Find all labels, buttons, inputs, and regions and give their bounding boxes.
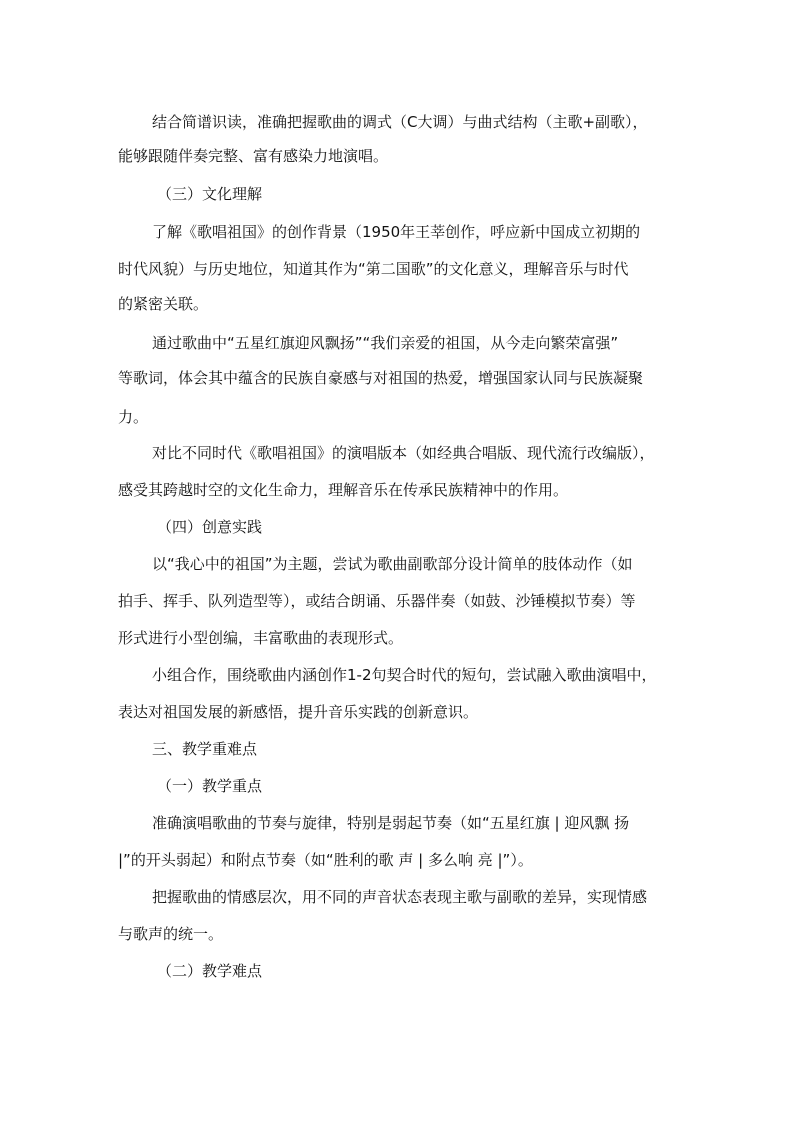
paragraph-line: 了解《歌唱祖国》的创作背景（1950年王莘创作，呼应新中国成立初期的 (152, 223, 641, 241)
subsection-heading-teaching-difficulty: （二）教学难点 (157, 962, 263, 980)
paragraph-line: 表达对祖国发展的新感悟，提升音乐实践的创新意识。 (118, 703, 479, 721)
paragraph-line: 通过歌曲中“五星红旗迎风飘扬”“我们亲爱的祖国，从今走向繁荣富强” (152, 334, 619, 352)
paragraph-line: 以“我心中的祖国”为主题，尝试为歌曲副歌部分设计简单的肢体动作（如 (152, 555, 633, 573)
section-heading-teaching-key-points: 三、教学重难点 (152, 740, 258, 758)
paragraph-line: 能够跟随伴奏完整、富有感染力地演唱。 (118, 147, 389, 165)
paragraph-line: 准确演唱歌曲的节奏与旋律，特别是弱起节奏（如“五星红旗 | 迎风飘 扬 (152, 814, 630, 832)
paragraph-line: 的紧密关联。 (118, 295, 209, 313)
paragraph-line: 拍手、挥手、队列造型等），或结合朗诵、乐器伴奏（如鼓、沙锤模拟节奏）等 (118, 592, 636, 610)
section-heading-creative-practice: （四）创意实践 (157, 518, 263, 536)
paragraph-line: 等歌词，体会其中蕴含的民族自豪感与对祖国的热爱，增强国家认同与民族凝聚 (118, 369, 644, 387)
paragraph-line: |”的开头弱起）和附点节奏（如“胜利的歌 声 | 多么响 亮 |”）。 (118, 851, 533, 869)
paragraph-line: 时代风貌）与历史地位，知道其作为“第二国歌”的文化意义，理解音乐与时代 (118, 260, 629, 278)
paragraph-line: 力。 (118, 408, 149, 426)
paragraph-line: 小组合作，围绕歌曲内涵创作1-2句契合时代的短句，尝试融入歌曲演唱中， (152, 666, 657, 684)
subsection-heading-teaching-focus: （一）教学重点 (157, 777, 263, 795)
paragraph-line: 感受其跨越时空的文化生命力，理解音乐在传承民族精神中的作用。 (118, 481, 569, 499)
paragraph-line: 把握歌曲的情感层次，用不同的声音状态表现主歌与副歌的差异，实现情感 (152, 888, 648, 906)
paragraph-line: 与歌声的统一。 (118, 925, 224, 943)
paragraph-line: 对比不同时代《歌唱祖国》的演唱版本（如经典合唱版、现代流行改编版）， (152, 444, 655, 462)
section-heading-cultural-understanding: （三）文化理解 (157, 185, 263, 203)
paragraph-line: 结合简谱识读，准确把握歌曲的调式（C大调）与曲式结构（主歌+副歌）， (152, 113, 648, 131)
paragraph-line: 形式进行小型创编，丰富歌曲的表现形式。 (118, 629, 404, 647)
